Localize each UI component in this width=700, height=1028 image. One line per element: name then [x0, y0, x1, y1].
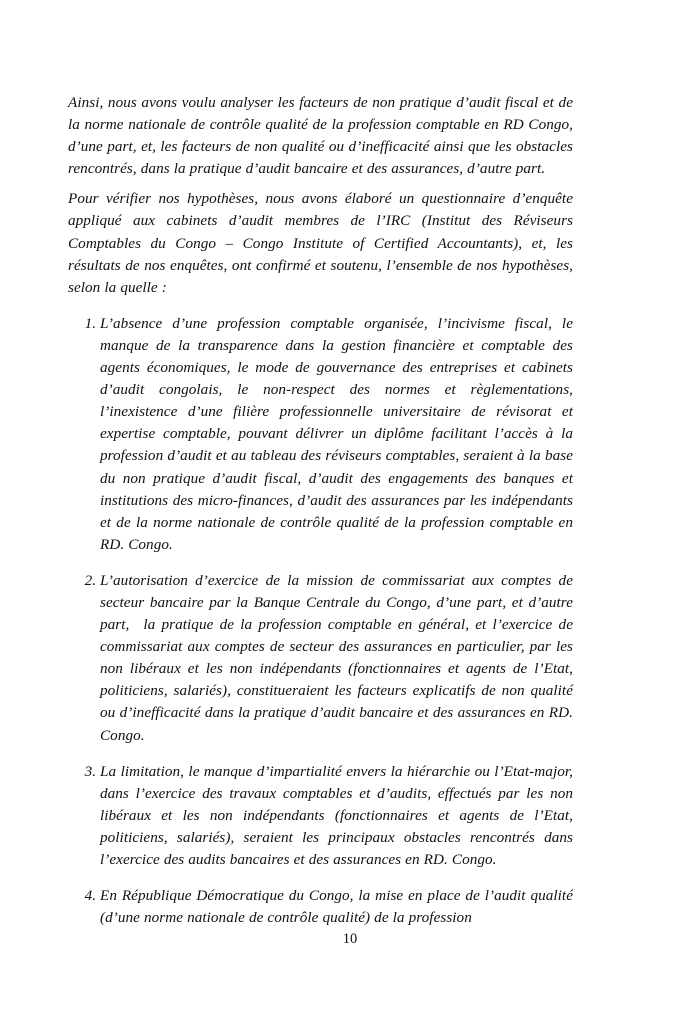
list-item: [76, 570, 573, 747]
list-item-text: La limitation, le manque d’impartialité envers la hiérarchie ou l’Etat-major, dans l’exercice des travaux comptables et d’audits, effectués par les non libéraux et les non indépendants (fonctionnaires et agents de l’Etat, politiciens, salariés), seraient les principaux obstacles rencontrés dans l’exercice des audits bancaires et des assurances en RD. Congo.: [100, 762, 573, 868]
list-item-text: L’absence d’une profession comptable organisée, l’incivisme fiscal, le manque de la transparence dans la gestion financière et comptable des agents économiques, le mode de gouvernance des entreprises et cabinets d’audit congolais, le non-respect des normes et règlementations, l’inexistence d’une filière professionnelle universitaire de révisorat et expertise comptable, pouvant délivrer un diplôme facilitant l’accès à la profession d’audit et au tableau des réviseurs comptables, seraient à la base du non pratique d’audit fiscal, d’audit des engagements des banques et institutions des micro-finances, d’audit des assurances par les indépendants et de la norme nationale de contrôle qualité de la profession comptable en RD. Congo.: [100, 314, 573, 553]
list-item-marker: 2.: [84, 571, 96, 589]
page-content-block: [68, 92, 573, 929]
list-item: [76, 885, 573, 929]
list-item-marker: 4.: [84, 887, 96, 905]
list-item: [76, 761, 573, 871]
list-item-marker: 3.: [84, 762, 96, 780]
list-item-text: En République Démocratique du Congo, la mise en place de l’audit qualité (d’une norme nationale de contrôle qualité) de la profession: [100, 887, 573, 927]
list-item-text-segment-after-gap: la pratique de la profession comptable en général, et l’exercice de commissariat aux comptes de secteur des assurances en particulier, par les non libéraux et les non indépendants (fonctionnaires et agents de l’Etat, politiciens, salariés), constitueraient les facteurs explicatifs de non qualité ou d’inefficacité dans la pratique d’audit bancaire et des assurances en RD. Congo.: [100, 616, 573, 744]
page-number: 10: [342, 931, 358, 947]
hypotheses-numbered-list: [68, 313, 573, 929]
paragraph-pour-verifier: Pour vérifier nos hypothèses, nous avons élaboré un questionnaire d’enquête appliqué aux cabinets d’audit membres de l’IRC (Institut des Réviseurs Comptables du Congo – Congo Institute of Certified Accountants), et, les résultats de nos enquêtes, ont confirmé et soutenu, l’ensemble de nos hypothèses, selon la quelle :: [68, 190, 573, 296]
list-item-text-segment-before-gap: L’autorisation d’exercice de la mission de commissariat aux comptes de secteur bancaire par la Banque Centrale du Congo, d’une part, et d’autre part,: [100, 571, 573, 634]
paragraph-ainsi: Ainsi, nous avons voulu analyser les facteurs de non pratique d’audit fiscal et de la norme nationale de contrôle qualité de la profession comptable en RD Congo, d’une part, et, les facteurs de non qualité ou d’inefficacité ainsi que les obstacles rencontrés, dans la pratique d’audit bancaire et des assurances, d’autre part.: [68, 94, 573, 178]
list-item: [76, 313, 573, 556]
list-item-text: [100, 570, 573, 747]
list-item-marker: 1.: [84, 314, 96, 332]
